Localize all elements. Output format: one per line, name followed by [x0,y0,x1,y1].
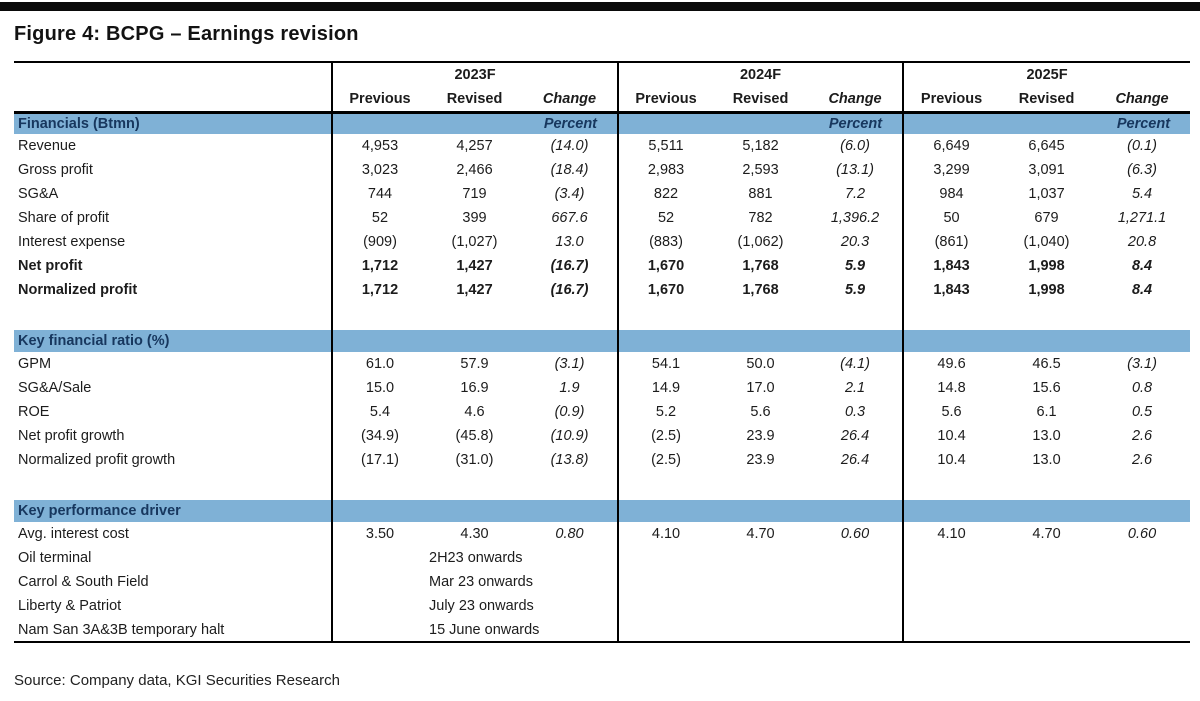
value-cell: 2.6 [1131,428,1153,444]
value-cell: 54.1 [618,352,713,376]
value-cell: 52 [618,206,713,230]
value-cell: 8.4 [1131,282,1153,298]
value-cell: 20.8 [1127,234,1157,250]
col-header: Previous [618,87,713,112]
table-row [14,278,1190,302]
value-cell: 0.3 [844,404,866,420]
row-label: Interest expense [18,234,126,250]
value-cell: 984 [903,182,999,206]
row-label: SG&A [18,186,59,202]
table-row [14,424,1190,448]
value-cell: 5,511 [618,134,713,158]
value-cell: (34.9) [332,424,427,448]
value-cell: 744 [332,182,427,206]
value-cell: 4,953 [332,134,427,158]
value-cell: 1,712 [332,278,427,302]
row-label: GPM [18,356,52,372]
value-cell: (17.1) [332,448,427,472]
table-row [14,230,1190,254]
value-cell: 17.0 [746,380,775,396]
col-header: Change [808,87,903,112]
row-label: Net profit growth [18,428,125,444]
table-row [14,134,1190,158]
value-cell: 50 [903,206,999,230]
col-header: Revised [999,87,1094,112]
table-row [14,570,1190,594]
value-cell: (0.1) [1127,138,1157,154]
value-cell: 57.9 [460,356,489,372]
value-cell: 1,396.2 [830,210,880,226]
figure-title: Figure 4: BCPG – Earnings revision [14,23,359,45]
value-cell: 4.10 [903,522,999,546]
band-note-cell: Percent [618,112,903,134]
value-cell: 14.8 [903,376,999,400]
value-cell: 1,998 [1028,282,1065,298]
spacer-cell [903,302,1190,330]
value-cell: 1.9 [559,380,580,396]
table-row [14,376,1190,400]
value-cell: (13.8) [550,452,589,468]
value-cell: 5.2 [618,400,713,424]
value-cell: 1,037 [1028,186,1065,202]
row-label: Nam San 3A&3B temporary halt [18,621,225,638]
value-cell: (6.3) [1127,162,1157,178]
value-cell: 5.9 [844,282,866,298]
table-row [14,182,1190,206]
section-band-label: Financials (Btmn) [14,112,332,134]
band-blank-cell [618,330,903,352]
value-cell: 23.9 [746,428,775,444]
row-label: Normalized profit [18,282,138,298]
value-cell: 1,271.1 [1117,210,1167,226]
value-cell: 23.9 [746,452,775,468]
value-cell: (31.0) [455,452,494,468]
value-cell: 10.4 [903,424,999,448]
value-cell: 15.0 [332,376,427,400]
col-header: Change [522,87,618,112]
col-header: Revised [427,87,522,112]
value-cell: 1,843 [903,254,999,278]
row-label: Carrol & South Field [18,574,149,590]
band-note-cell: Percent [332,112,618,134]
value-cell: 20.3 [840,234,870,250]
band-blank-cell [903,500,1190,522]
value-cell: (18.4) [550,162,589,178]
value-cell: (0.9) [554,404,585,420]
value-cell: 2,593 [742,162,779,178]
value-cell: 5.9 [844,258,866,274]
value-cell: 3,299 [903,158,999,182]
table-row [14,158,1190,182]
value-cell: 4.6 [464,404,485,420]
value-cell: (16.7) [550,258,589,274]
spacer-cell [618,302,903,330]
row-label: Gross profit [18,162,93,178]
table-row [14,302,1190,330]
value-cell: 3.50 [332,522,427,546]
value-cell: 14.9 [618,376,713,400]
value-cell: (1,062) [737,234,784,250]
value-cell: 16.9 [460,380,489,396]
value-cell: (16.7) [550,282,589,298]
spacer-cell [618,472,903,500]
value-cell: 719 [462,186,487,202]
band-blank-cell [332,330,618,352]
corner-blank-cell [14,87,332,112]
value-cell: 4.70 [746,526,775,542]
band-blank-cell [332,500,618,522]
value-cell: 6,645 [1028,138,1065,154]
blank-cell [618,546,903,570]
value-cell: 52 [332,206,427,230]
value-cell: 1,768 [742,282,779,298]
row-label: Liberty & Patriot [18,598,122,614]
row-label: Revenue [18,138,77,154]
value-cell: 1,712 [332,254,427,278]
value-cell: (45.8) [455,428,494,444]
value-cell: 13.0 [1032,428,1061,444]
value-cell: (6.0) [840,138,870,154]
blank-cell [618,570,903,594]
value-cell: 4,257 [456,138,493,154]
value-cell: 5.4 [1131,186,1153,202]
blank-cell [618,618,903,642]
note-cell: July 23 onwards [332,594,618,618]
value-cell: 6,649 [903,134,999,158]
section-band-label: Key performance driver [14,500,332,522]
spacer-cell [332,302,618,330]
value-cell: (909) [332,230,427,254]
value-cell: (14.0) [550,138,589,154]
value-cell: 782 [748,210,773,226]
value-cell: 4.70 [1032,526,1061,542]
top-rule [0,2,1200,11]
spacer-cell [903,472,1190,500]
value-cell: (10.9) [550,428,589,444]
source-note: Source: Company data, KGI Securities Research [14,672,340,689]
table-row [14,62,1190,87]
value-cell: 1,998 [1028,258,1065,274]
value-cell: 5,182 [742,138,779,154]
blank-cell [903,570,1190,594]
value-cell: (3.4) [554,186,585,202]
row-label: Avg. interest cost [18,526,129,542]
table-row [14,500,1190,522]
value-cell: (2.5) [618,424,713,448]
table-row [14,448,1190,472]
value-cell: (861) [903,230,999,254]
value-cell: 61.0 [332,352,427,376]
note-cell: 2H23 onwards [332,546,618,570]
blank-cell [903,618,1190,642]
band-blank-cell [618,500,903,522]
value-cell: 1,670 [618,254,713,278]
value-cell: 10.4 [903,448,999,472]
table-row [14,594,1190,618]
value-cell: 1,427 [456,282,493,298]
row-label: Share of profit [18,210,110,226]
value-cell: 822 [618,182,713,206]
value-cell: 4.30 [460,526,489,542]
value-cell: (1,040) [1023,234,1070,250]
value-cell: 4.10 [618,522,713,546]
value-cell: 3,091 [1028,162,1065,178]
note-cell: 15 June onwards [332,618,618,642]
value-cell: 5.6 [903,400,999,424]
value-cell: (3.1) [554,356,585,372]
row-label: Oil terminal [18,550,92,566]
value-cell: 1,670 [618,278,713,302]
value-cell: 1,427 [456,258,493,274]
value-cell: (1,027) [451,234,498,250]
value-cell: 2.1 [844,380,866,396]
table-row [14,112,1190,134]
value-cell: 0.5 [1131,404,1153,420]
value-cell: 7.2 [844,186,866,202]
row-label: Normalized profit growth [18,452,176,468]
value-cell: 6.1 [1036,404,1057,420]
value-cell: (4.1) [840,356,870,372]
table-row [14,546,1190,570]
year-header: 2024F [618,62,903,87]
table-row [14,87,1190,112]
value-cell: 2.6 [1131,452,1153,468]
value-cell: 0.60 [840,526,870,542]
blank-cell [618,594,903,618]
value-cell: 0.8 [1131,380,1153,396]
value-cell: 46.5 [1032,356,1061,372]
value-cell: 26.4 [840,452,870,468]
value-cell: 5.4 [332,400,427,424]
value-cell: 2,983 [618,158,713,182]
table-row [14,400,1190,424]
value-cell: 26.4 [840,428,870,444]
value-cell: 3,023 [332,158,427,182]
table-row [14,472,1190,500]
table-row [14,206,1190,230]
spacer-cell [14,302,332,330]
table-row [14,254,1190,278]
value-cell: 49.6 [903,352,999,376]
section-band-label: Key financial ratio (%) [14,330,332,352]
spacer-cell [14,472,332,500]
table-row [14,618,1190,642]
value-cell: 2,466 [456,162,493,178]
value-cell: (3.1) [1127,356,1157,372]
value-cell: 13.0 [1032,452,1061,468]
corner-blank-cell [14,62,332,87]
col-header: Previous [903,87,999,112]
value-cell: 0.60 [1127,526,1157,542]
col-header: Previous [332,87,427,112]
row-label: SG&A/Sale [18,380,92,396]
value-cell: 15.6 [1032,380,1061,396]
col-header: Change [1094,87,1190,112]
row-label: ROE [18,404,50,420]
blank-cell [903,546,1190,570]
year-header: 2023F [332,62,618,87]
col-header: Revised [713,87,808,112]
band-note-cell: Percent [903,112,1190,134]
earnings-revision-table [14,61,1190,643]
value-cell: 13.0 [555,234,584,250]
value-cell: 1,843 [903,278,999,302]
value-cell: 5.6 [750,404,771,420]
value-cell: (2.5) [618,448,713,472]
year-header: 2025F [903,62,1190,87]
blank-cell [903,594,1190,618]
table-row [14,330,1190,352]
value-cell: 667.6 [551,210,588,226]
note-cell: Mar 23 onwards [332,570,618,594]
value-cell: 881 [748,186,773,202]
value-cell: 399 [462,210,487,226]
value-cell: 0.80 [555,526,584,542]
value-cell: 8.4 [1131,258,1153,274]
value-cell: 679 [1034,210,1059,226]
value-cell: 1,768 [742,258,779,274]
value-cell: 50.0 [746,356,775,372]
value-cell: (883) [618,230,713,254]
table-row [14,352,1190,376]
band-blank-cell [903,330,1190,352]
spacer-cell [332,472,618,500]
table-row [14,522,1190,546]
row-label: Net profit [18,258,83,274]
value-cell: (13.1) [836,162,874,178]
